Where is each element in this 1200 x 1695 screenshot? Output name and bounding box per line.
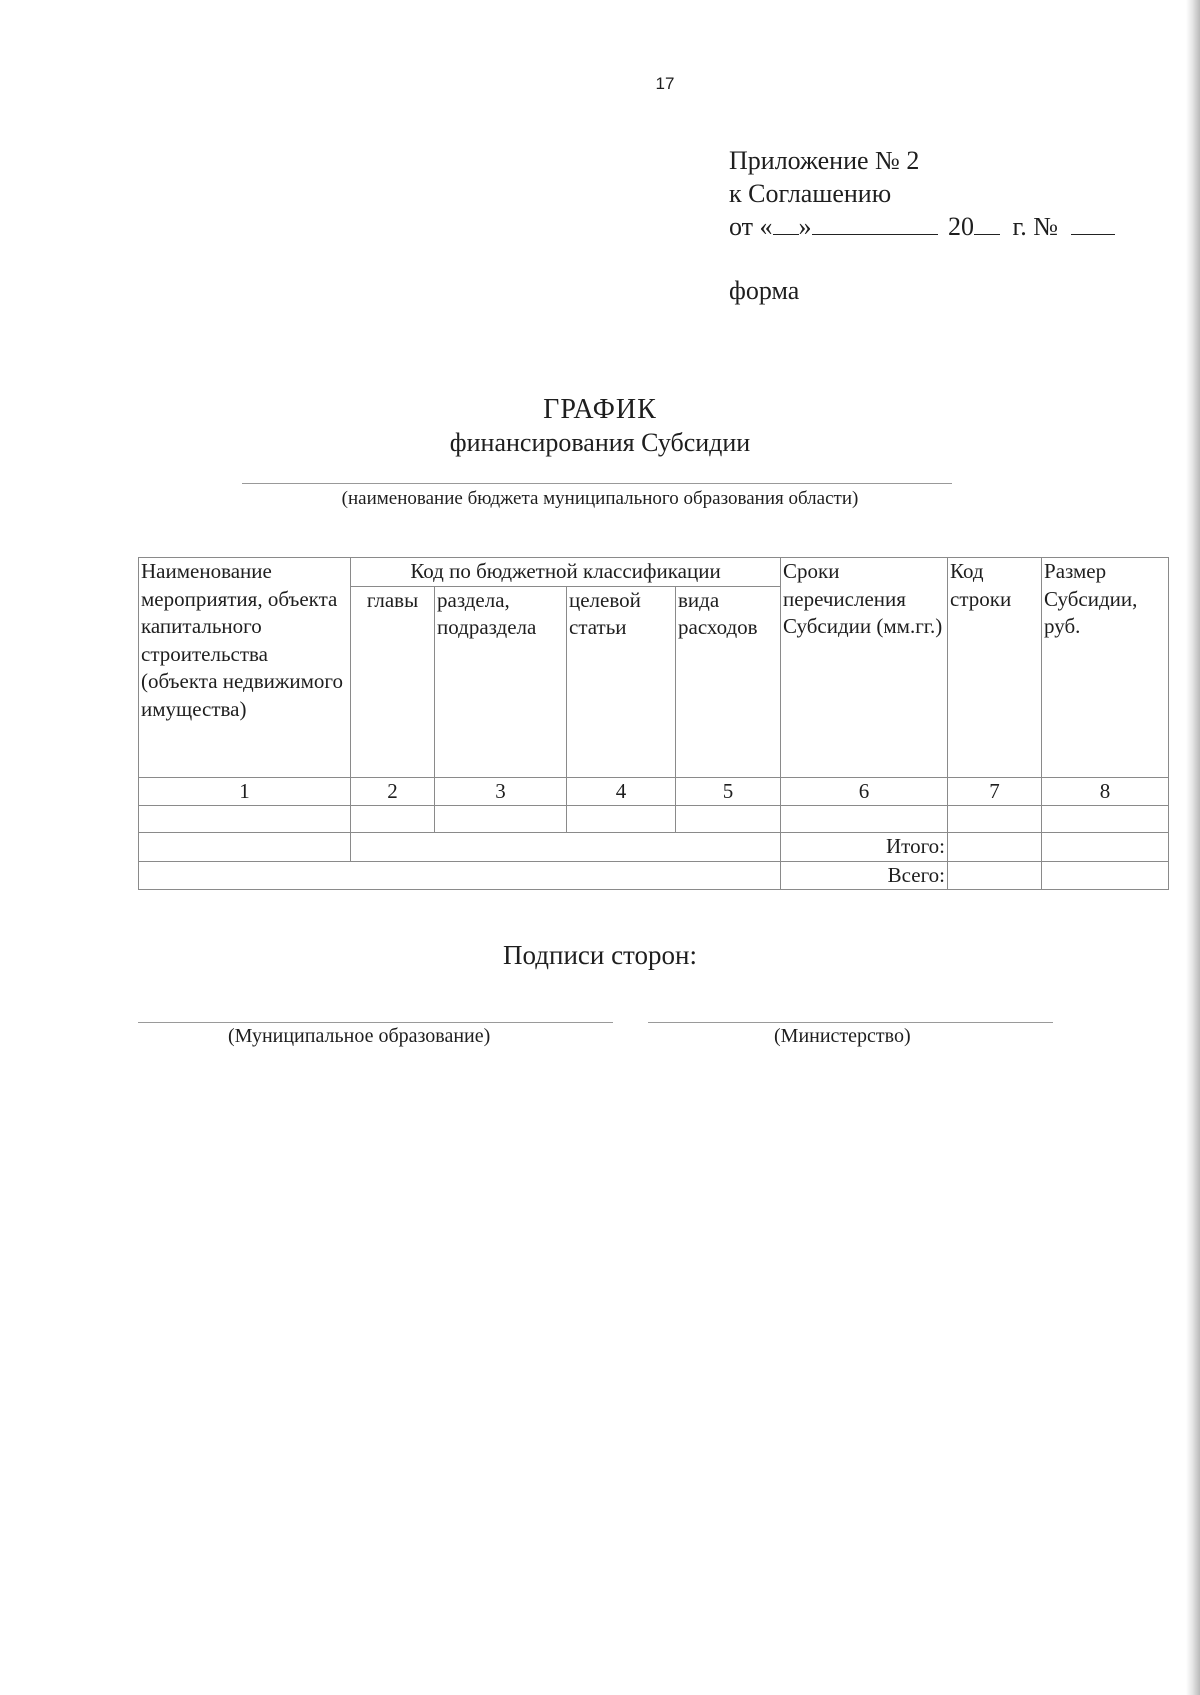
column-number: 2 [351,777,435,806]
column-number: 7 [948,777,1042,806]
document-subtitle: финансирования Субсидии [449,428,751,457]
signature-line-municipality [138,1022,613,1023]
table-cell [1042,833,1169,862]
table-cell [351,806,435,833]
table-cell [948,833,1042,862]
column-number: 6 [781,777,948,806]
total-row [139,861,1169,890]
signature-line-ministry [648,1022,1053,1023]
header-terms: Сроки перечисления Субсидии (мм.гг.) [781,558,948,778]
column-numbers-row [139,777,1169,806]
table-cell [139,861,781,890]
table-cell [948,861,1042,890]
table-cell [1042,861,1169,890]
table-cell [435,806,567,833]
financing-schedule-table [138,557,1169,890]
signature-caption-ministry: (Министерство) [774,1025,911,1047]
budget-name-line [242,483,952,484]
table-cell [781,806,948,833]
page-number: 17 [655,74,675,93]
month-blank [812,210,938,235]
day-blank [773,210,799,235]
column-number: 5 [676,777,781,806]
signature-caption-municipality: (Муниципальное образование) [228,1025,491,1047]
column-number: 1 [139,777,351,806]
appendix-agreement: к Соглашению [729,179,892,208]
column-number: 4 [567,777,676,806]
appendix-date-row [729,210,1115,243]
header-name: Наименование мероприятия, объекта капитального строительства (объекта недвижимого имущества) [139,558,351,778]
column-number: 3 [435,777,567,806]
scan-edge-shadow [1186,0,1200,1695]
header-chapter: главы [351,586,435,777]
form-label: форма [729,276,800,305]
table-header-row [139,558,1169,587]
appendix-title: Приложение № 2 [729,146,920,175]
signatures-title: Подписи сторон: [503,940,697,970]
table-row [139,806,1169,833]
number-label: г. № [1012,212,1059,241]
header-section: раздела, подраздела [435,586,567,777]
header-amount: Размер Субсидии, руб. [1042,558,1169,778]
table-cell [1042,806,1169,833]
table-cell [567,806,676,833]
header-row-code: Код строки [948,558,1042,778]
budget-caption: (наименование бюджета муниципального образования области) [341,488,859,509]
subtotal-row [139,833,1169,862]
date-mid: » [798,212,812,241]
table-cell [676,806,781,833]
table-cell [948,806,1042,833]
header-target: целевой статьи [567,586,676,777]
header-expense-type: вида расходов [676,586,781,777]
appendix-block [729,144,1115,243]
year-prefix: 20 [948,212,975,241]
header-budget-code: Код по бюджетной классификации [351,558,781,587]
number-blank [1071,210,1115,235]
subtotal-label: Итого: [781,833,948,862]
year-blank [974,210,1000,235]
column-number: 8 [1042,777,1169,806]
date-prefix: от « [729,212,773,241]
total-label: Всего: [781,861,948,890]
table-cell [351,833,781,862]
table-cell [139,806,351,833]
table-cell [139,833,351,862]
document-title: ГРАФИК [543,394,657,425]
